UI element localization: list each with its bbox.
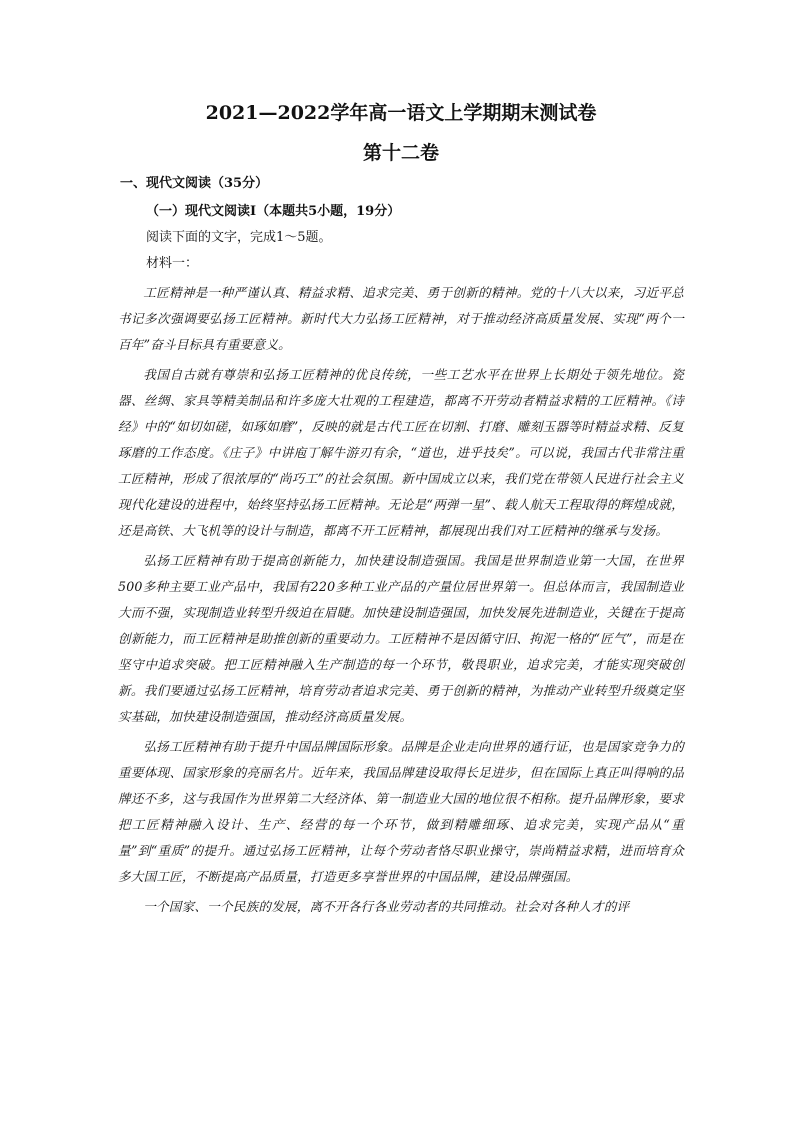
body-paragraph-3: 弘扬工匠精神有助于提高创新能力，加快建设制造强国。我国是世界制造业第一大国，在世界500多种主要工业产品中，我国有220多种工业产品的产量位居世界第一。但总体而言，我国制造业大而不强，实现制造业转型升级迫在眉睫。加快建设制造强国，加快发展先进制造业，关键在于提高创新能力，而工匠精神是助推创新的重要动力。工匠精神不是因循守旧、拘泥一格的“匠气”，而是在坚守中追求突破。把工匠精神融入生产制造的每一个环节，敬畏职业，追求完美，才能实现突破创新。我们要通过弘扬工匠精神，培育劳动者追求完美、勇于创新的精神，为推动产业转型升级奠定坚实基础，加快建设制造强国，推动经济高质量发展。 bbox=[118, 553, 684, 724]
document-title: 2021—2022学年高一语文上学期期末测试卷 bbox=[205, 102, 597, 124]
body-paragraph-4: 弘扬工匠精神有助于提升中国品牌国际形象。品牌是企业走向世界的通行证，也是国家竞争力的重要体现、国家形象的亮丽名片。近年来，我国品牌建设取得长足进步，但在国际上真正叫得响的品牌还不多，这与我国作为世界第二大经济体、第一制造业大国的地位很不相称。提升品牌形象，要求把工匠精神融入设计、生产、经营的每一个环节，做到精雕细琢、追求完美，实现产品从“重量”到“重质”的提升。通过弘扬工匠精神，让每个劳动者恪尽职业操守，崇尚精益求精，进而培育众多大国工匠，不断提高产品质量，打造更多享誉世界的中国品牌，建设品牌强国。 bbox=[118, 739, 684, 884]
body-paragraph-2: 我国自古就有尊崇和弘扬工匠精神的优良传统，一些工艺水平在世界上长期处于领先地位。瓷器、丝绸、家具等精美制品和许多庞大壮观的工程建造，都离不开劳动者精益求精的工匠精神。《诗经》中的“如切如磋，如琢如磨”，反映的就是古代工匠在切割、打磨、雕刻玉器等时精益求精、反复琢磨的工作态度。《庄子》中讲庖丁解牛游刃有余，“道也，进乎技矣”。可以说，我国古代非常注重工匠精神，形成了很浓厚的“尚巧工”的社会氛围。新中国成立以来，我们党在带领人民进行社会主义现代化建设的进程中，始终坚持弘扬工匠精神。无论是“两弹一星”、载人航天工程取得的辉煌成就，还是高铁、大飞机等的设计与制造，都离不开工匠精神，都展现出我们对工匠精神的继承与发扬。 bbox=[118, 367, 684, 538]
material-label: 材料一： bbox=[146, 256, 199, 271]
subsection-heading: （一）现代文阅读Ⅰ（本题共5小题，19分） bbox=[146, 204, 401, 219]
document-subtitle: 第十二卷 bbox=[362, 142, 439, 164]
body-paragraph-1: 工匠精神是一种严谨认真、精益求精、追求完美、勇于创新的精神。党的十八大以来，习近平总书记多次强调要弘扬工匠精神。新时代大力弘扬工匠精神，对于推动经济高质量发展、实现“两个一百年”奋斗目标具有重要意义。 bbox=[118, 285, 684, 352]
body-paragraph-5: 一个国家、一个民族的发展，离不开各行各业劳动者的共同推动。社会对各种人才的评 bbox=[143, 899, 630, 914]
instruction-text: 阅读下面的文字，完成1～5题。 bbox=[146, 230, 332, 245]
section-heading: 一、现代文阅读（35分） bbox=[120, 176, 269, 191]
